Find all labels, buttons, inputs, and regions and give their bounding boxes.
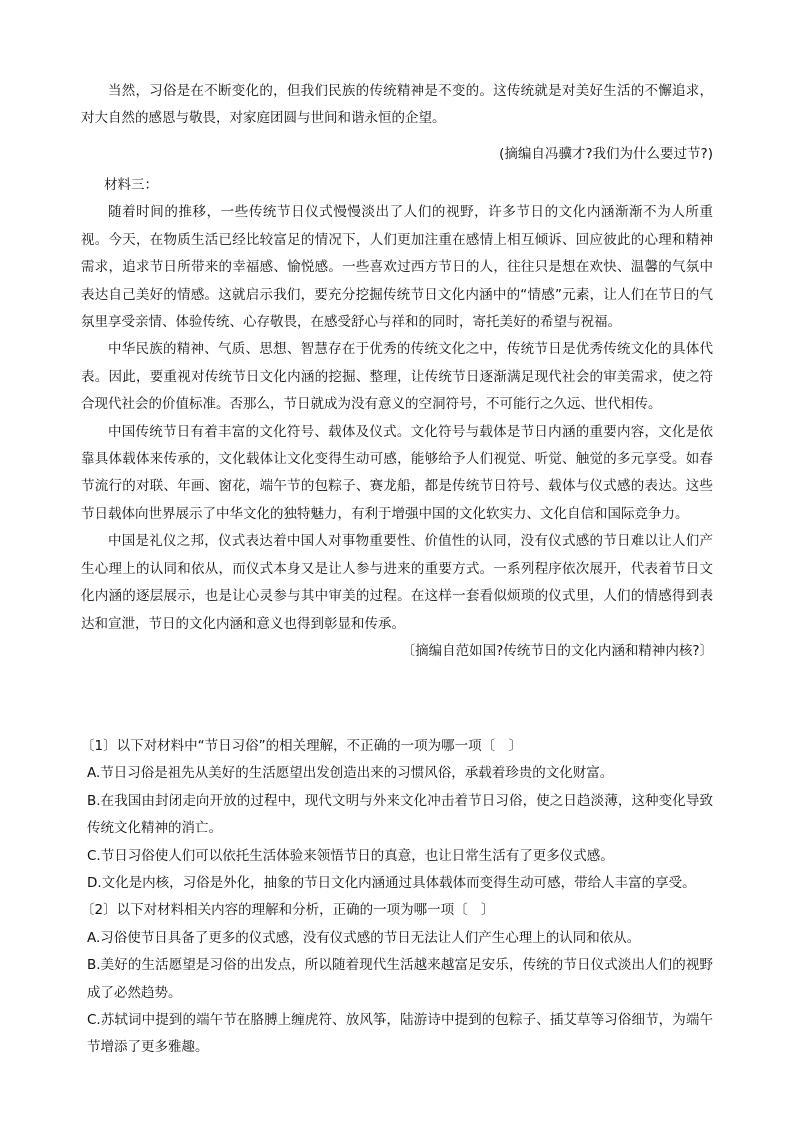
question-2-option-b[interactable]: B.美好的生活愿望是习俗的出发点，所以随着现代生活越来越富足安乐，传统的节日仪式淡出人们的视野成了必然趋势。	[87, 957, 713, 1001]
source-1: (摘编自冯骥才?我们为什么要过节?)	[499, 146, 713, 162]
source-2: 〔摘编自范如国?传统节日的文化内涵和精神内核?〕	[401, 642, 713, 659]
question-1-option-c[interactable]: C.节日习俗使人们可以依托生活体验来领悟节日的真意，也让日常生活有了更多仪式感。	[87, 847, 614, 864]
material-3-paragraph-4: 中国是礼仪之邦，仪式表达着中国人对事物重要性、价值性的认同，没有仪式感的节日难以让人们产生心理上的认同和依从，而仪式本身又是让人参与进来的重要方式。一系列程序依次展开，代表着节日文化内涵的逐层展示，也是让心灵参与其中审美的过程。在这样一套看似烦琐的仪式里，人们的情感得到表达和宣泄，节日的文化内涵和意义也得到彰显和传承。	[81, 533, 713, 632]
question-1-stem: 〔1〕以下对材料中“节日习俗”的相关理解，不正确的一项为哪一项〔 〕	[81, 738, 523, 754]
question-1-option-d[interactable]: D.文化是内核，习俗是外化，抽象的节日文化内涵通过具体载体而变得生动可感，带给人丰富的享受。	[87, 875, 696, 892]
question-2-stem: 〔2〕以下对材料相关内容的理解和分析，正确的一项为哪一项〔 〕	[81, 902, 495, 919]
source-citation-1	[81, 141, 713, 168]
question-2-option-a[interactable]: A.习俗使节日具备了更多的仪式感，没有仪式感的节日无法让人们产生心理上的认同和依从。	[87, 929, 641, 946]
question-1-option-a[interactable]: A.节日习俗是祖先从美好的生活愿望出发创造出来的习惯风俗，承载着珍贵的文化财富。	[87, 765, 614, 782]
material-3-paragraph-2: 中华民族的精神、气质、思想、智慧存在于优秀的传统文化之中，传统节日是优秀传统文化的具体代表。因此，要重视对传统节日文化内涵的挖掘、整理，让传统节日逐渐满足现代社会的审美需求，使之符合现代社会的价值标准。否那么，节日就成为没有意义的空洞符号，不可能行之久远、世代相传。	[81, 341, 713, 413]
question-1-option-b[interactable]: B.在我国由封闭走向开放的过程中，现代文明与外来文化冲击着节日习俗，使之日趋淡薄，这种变化导致传统文化精神的消亡。	[87, 792, 713, 837]
intro-paragraph: 当然，习俗是在不断变化的，但我们民族的传统精神是不变的。这传统就是对美好生活的不懈追求，对大自然的感恩与敬畏，对家庭团圆与世间和谐永恒的企望。	[81, 83, 713, 127]
material-3-section	[81, 172, 713, 665]
material-3-label: 材料三：	[104, 177, 158, 193]
material-3-paragraph-1: 随着时间的推移，一些传统节日仪式慢慢淡出了人们的视野，许多节日的文化内涵渐渐不为人所重视。今天，在物质生活已经比较富足的情况下，人们更加注重在感情上相互倾诉、回应彼此的心理和精神需求，追求节日所带来的幸福感、愉悦感。一些喜欢过西方节日的人，往往只是想在欢快、温馨的气氛中表达自己美好的情感。这就启示我们，要充分挖掘传统节日文化内涵中的“情感”元素，让人们在节日的气氛里享受亲情、体验传统、心存敬畏，在感受舒心与祥和的同时，寄托美好的希望与祝福。	[81, 204, 713, 331]
questions-section	[81, 733, 713, 1062]
question-2-option-c[interactable]: C.苏轼词中提到的端午节在胳膊上缠虎符、放风筝，陆游诗中提到的包粽子、插艾草等习俗细节，为端午节增添了更多雅趣。	[87, 1012, 713, 1056]
material-3-paragraph-3: 中国传统节日有着丰富的文化符号、载体及仪式。文化符号与载体是节日内涵的重要内容，文化是依靠具体载体来传承的，文化载体让文化变得生动可感，能够给予人们视觉、听觉、触觉的多元享受。如春节流行的对联、年画、窗花，端午节的包粽子、赛龙船，都是传统节日符号、载体与仪式感的表达。这些节日载体向世界展示了中华文化的独特魅力，有利于增强中国的文化软实力、文化自信和国际竞争力。	[81, 423, 713, 522]
intro-section	[81, 78, 713, 133]
